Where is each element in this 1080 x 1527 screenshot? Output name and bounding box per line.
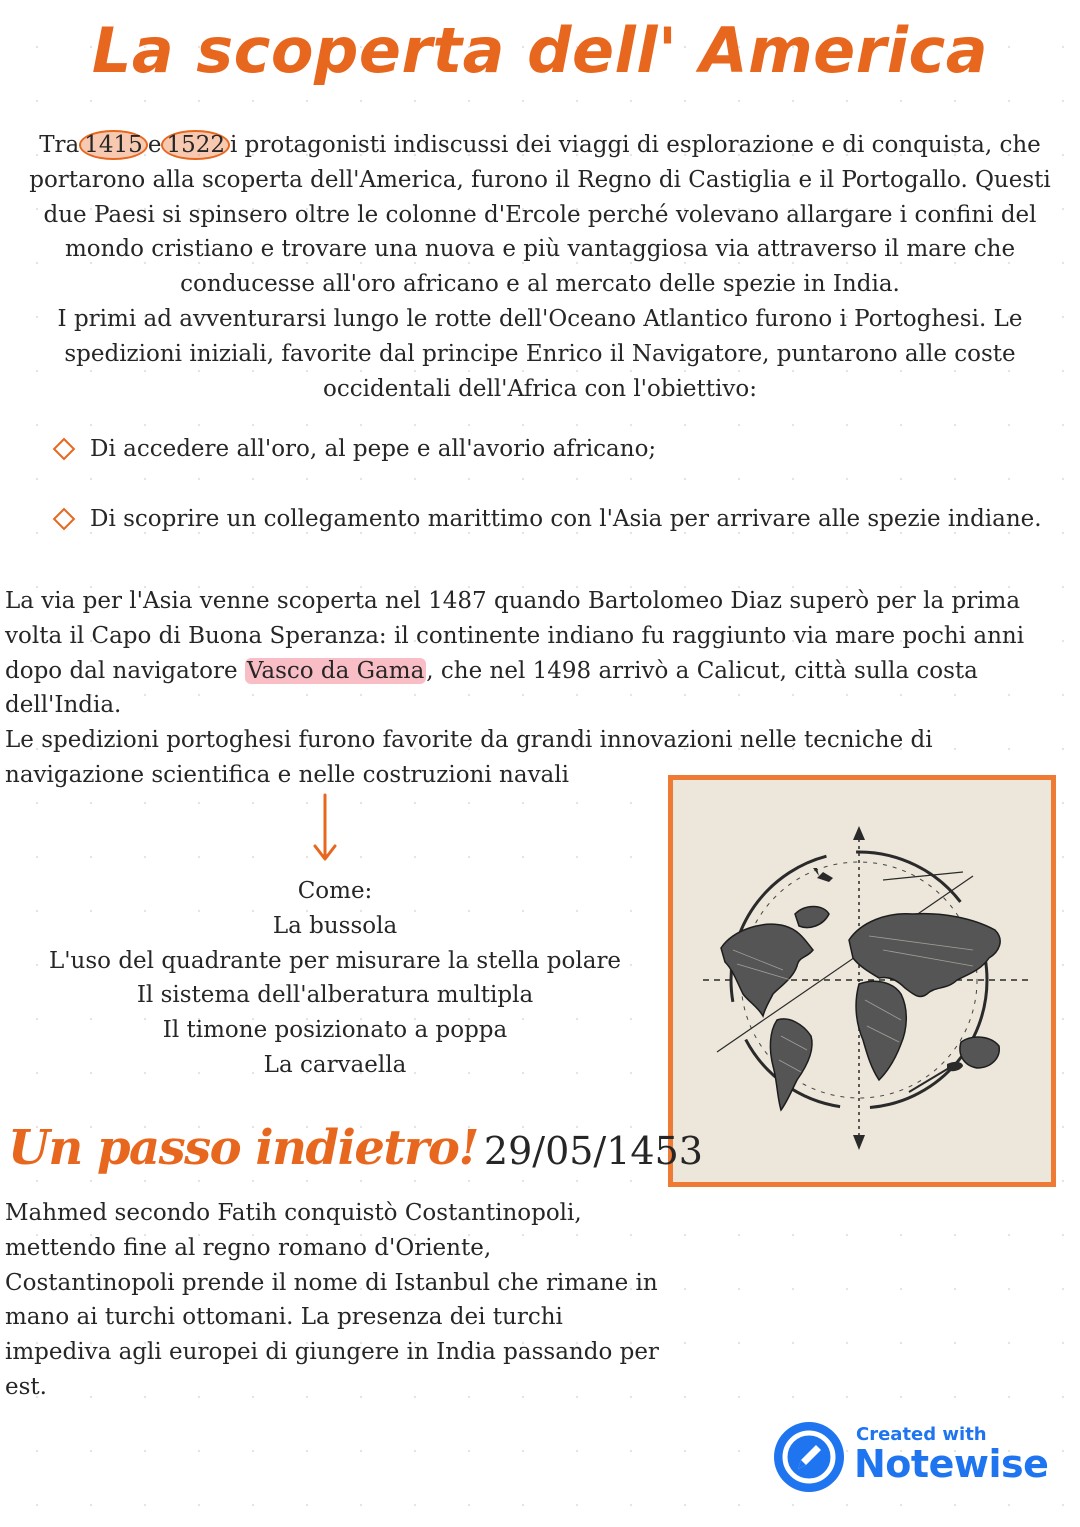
innovation-item: La carvaella: [263, 1051, 407, 1078]
asia-route-section: [5, 584, 1075, 793]
bullet-item: [52, 432, 1050, 467]
bullet-text: Di scoprire un collegamento marittimo con l'Asia per arrivare alle spezie indiane.: [90, 506, 1042, 532]
passo-indietro-date: 29/05/1453: [483, 1129, 703, 1173]
innovation-item: Il sistema dell'alberatura multipla: [136, 982, 534, 1009]
intro-text-connector: e: [147, 132, 162, 158]
section-heading: [8, 1120, 703, 1176]
world-map-compass-icon: [673, 780, 1051, 1182]
notewise-badge: [774, 1420, 1064, 1494]
diamond-bullet-icon: [53, 508, 76, 531]
world-map-illustration: [668, 775, 1056, 1187]
innovations-list: [20, 874, 650, 1083]
notewise-logo-icon: [774, 1422, 844, 1492]
diamond-bullet-icon: [53, 438, 76, 461]
passo-indietro-heading: Un passo indietro!: [8, 1120, 478, 1176]
bullet-item: [52, 502, 1050, 537]
innovation-item: L'uso del quadrante per misurare la stella polare: [48, 947, 622, 974]
innovation-item: Il timone posizionato a poppa: [162, 1017, 508, 1044]
created-with-label: Created with: [856, 1424, 987, 1445]
asia-route-paragraph: [5, 584, 1075, 723]
asia-route-text: La via per l'Asia venne scoperta nel 1487 quando Bartolomeo Diaz superò per la prima volta il Capo di Buona Speranza: il continente indiano fu raggiunto via mare pochi anni dopo dal navigatore: [5, 588, 1025, 684]
innovation-item: La bussola: [272, 912, 398, 939]
page-title: La scoperta dell' America: [91, 14, 989, 87]
constantinople-paragraph: Mahmed secondo Fatih conquistò Costantinopoli, mettendo fine al regno romano d'Oriente, Costantinopoli prende il nome di Istanbul che rimane in mano ai turchi ottomani. La presenza dei turchi impediva agli europei di giungere in India passando per est.: [5, 1200, 659, 1400]
innovations-intro: Come:: [297, 878, 373, 904]
intro-text-rest: i protagonisti indiscussi dei viaggi di esplorazione e di conquista, che portarono alla scoperta dell'America, furono il Regno di Castiglia e il Portogallo. Questi due Paesi si spinsero oltre le colonne d'Ercole perché volevano allargare i confini del mondo cristiano e trovare una nuova e più vantaggiosa via attraverso il mare che conducesse all'oro africano e al mercato delle spezie in India.: [29, 132, 1051, 298]
circled-year-1522: 1522: [161, 130, 230, 160]
intro-paragraph-portuguese: I primi ad avventurarsi lungo le rotte dell'Oceano Atlantico furono i Portoghesi. Le spedizioni iniziali, favorite dal principe Enrico il Navigatore, puntarono alle coste occidentali dell'Africa con l'obiettivo:: [57, 305, 1023, 402]
down-arrow-icon: [308, 792, 342, 864]
intro-paragraph: [10, 128, 1070, 302]
intro-text-start: Tra: [39, 132, 80, 158]
asia-route-text-end: , che nel 1498 arrivò a Calicut, città sulla costa dell'India.: [5, 657, 978, 719]
bullet-text: Di accedere all'oro, al pepe e all'avorio africano;: [90, 436, 657, 462]
innovations-intro-paragraph: Le spedizioni portoghesi furono favorite da grandi innovazioni nelle tecniche di navigazione scientifica e nelle costruzioni navali: [5, 727, 933, 788]
highlight-vasco-da-gama: Vasco da Gama: [246, 657, 425, 684]
circled-year-1415: 1415: [79, 130, 148, 160]
intro-section: [10, 128, 1070, 406]
notewise-brand: Notewise: [854, 1442, 1049, 1486]
